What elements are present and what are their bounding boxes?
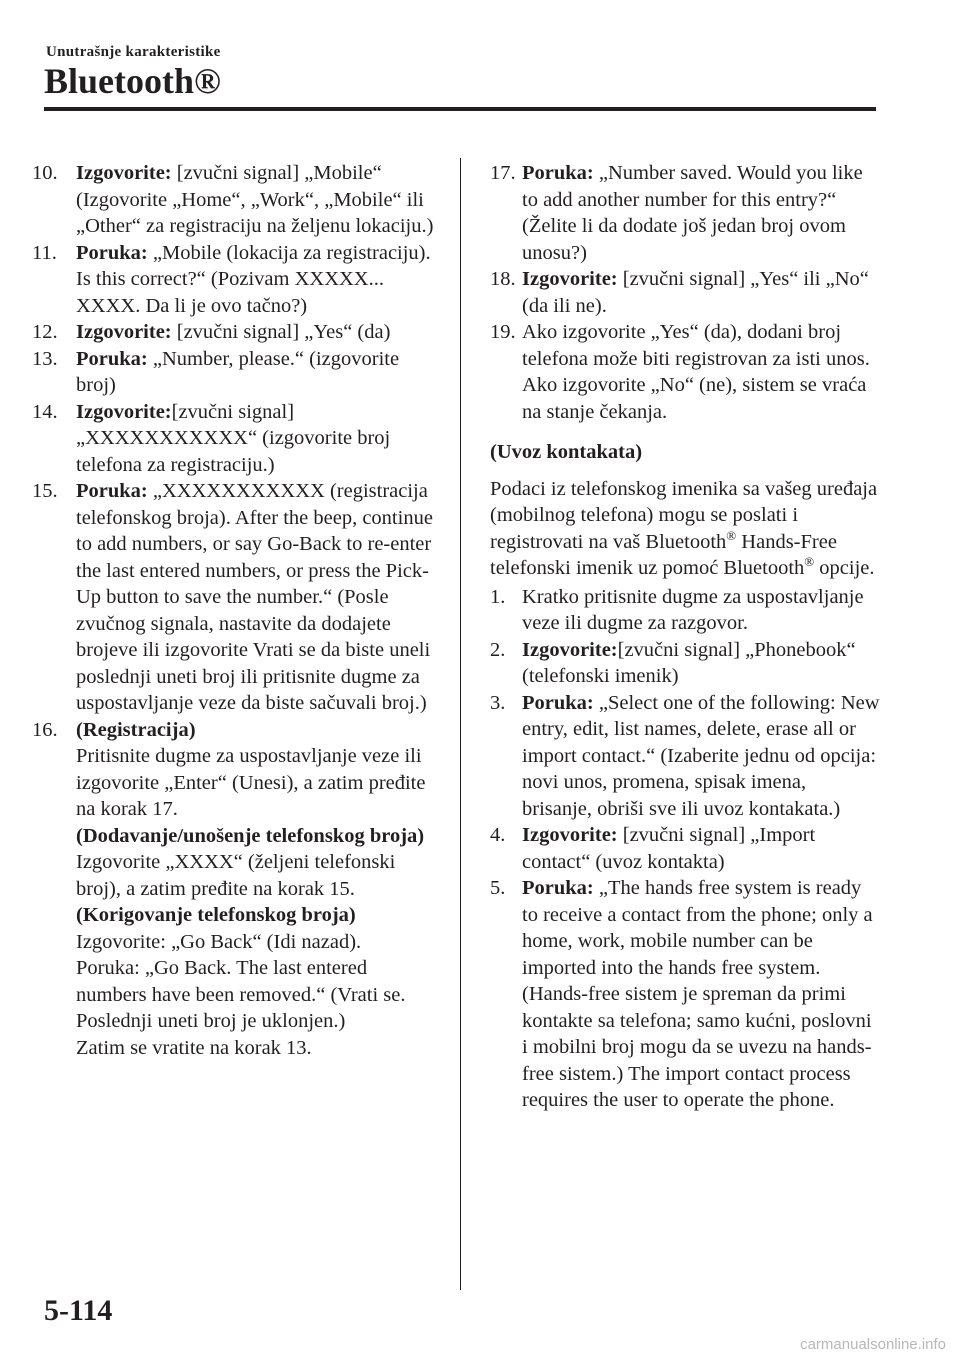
step-text: „Number, please.“ (izgovorite broj) [76,347,400,396]
page-number: 5-114 [44,1294,113,1327]
title-rule [44,107,876,111]
step-number: 13. [32,347,58,370]
step-number: 2. [490,638,506,661]
right-column [490,160,880,1114]
watermark: carmanualsonline.info [800,1336,946,1353]
substep-label: (Dodavanje/unošenje telefonskog broja) [76,824,425,847]
column-divider [460,158,461,1290]
step-number: 11. [32,241,57,264]
substep-text: Izgovorite: „Go Back“ (Idi nazad). [76,930,362,953]
step-text: [zvučni signal] „XXXXXXXXXXX“ (izgovorite broj telefona za registraciju.) [76,400,391,476]
step-text: Ako izgovorite „No“ (ne), sistem se vraća na stanje čekanja. [522,374,867,423]
step-label: Izgovorite: [76,400,172,423]
import-step-5 [490,875,880,1114]
import-step-2 [490,637,880,690]
page-title: Bluetooth® [44,61,221,101]
intro-text: opcije. [814,557,875,579]
step-text: „Mobile (lokacija za registraciju). Is this correct?“ (Pozivam XXXXX... XXXX. Da li je ovo tačno?) [76,241,431,317]
step-14 [32,399,436,479]
step-number: 17. [490,162,516,184]
step-text: „The hands free system is ready to receive a contact from the phone; only a home, work, mobile number can be imported into the hands free system. (Hands-free sistem je spreman da primi kontakte sa telefona; samo kućni, poslovni i mobilni broj mogu da se uvezu na hands-free sistem.) The import contact process requires the user to operate the phone. [522,877,873,1111]
registered-mark: ® [804,554,815,570]
step-number: 3. [490,691,506,714]
substep-text: Poruka: „Go Back. The last entered numbers have been removed.“ (Vrati se. Poslednji uneti broj je uklonjen.) [76,957,406,1032]
step-19 [490,319,880,425]
step-11 [32,240,436,320]
registered-mark: ® [726,527,737,543]
import-contacts-heading: (Uvoz kontakata) [490,441,643,463]
step-label: Poruka: [76,347,148,370]
step-16 [32,717,436,1062]
substep-text: Izgovorite „XXXX“ (željeni telefonski broj), a zatim pređite na korak 15. [76,851,396,900]
step-label: Poruka: [522,162,594,184]
step-label: Poruka: [76,480,148,502]
step-label: Poruka: [522,691,594,714]
step-number: 15. [32,480,58,502]
step-label: (Registracija) [76,718,196,741]
step-text: „XXXXXXXXXXX (registracija telefonskog broja). After the beep, continue to add numbers, or say Go-Back to re-enter the last entered numbers, or press the Pick-Up button to save the number.“ (Posle zvučnog signala, nastavite da dodajete brojeve ili izgovorite Vrati se da biste uneli poslednji uneti broj ili pritisnite dugme za uspostavljanje veze da biste sačuvali broj.) [76,480,433,714]
step-number: 4. [490,824,506,846]
import-step-4 [490,822,880,875]
step-number: 16. [32,718,58,741]
step-text: Kratko pritisnite dugme za uspostavljanje veze ili dugme za razgovor. [522,585,864,634]
step-text: „Select one of the following: New entry, edit, list names, delete, erase all or import contact.“ (Izaberite jednu od opcija: novi unos, promena, spisak imena, brisanje, obriši sve ili uvoz kontakata.) [522,691,880,820]
section-label: Unutrašnje karakteristike [46,44,221,60]
step-number: 10. [32,162,58,184]
step-text: [zvučni signal] „Phonebook“ (telefonski imenik) [522,638,856,687]
import-intro [490,476,880,582]
left-column [32,160,436,1061]
step-label: Poruka: [76,241,148,264]
step-label: Izgovorite: [76,321,172,343]
step-text: [zvučni signal] „Yes“ (da) [171,321,391,343]
step-text: Pritisnite dugme za uspostavljanje veze ili izgovorite „Enter“ (Unesi), a zatim pređite na korak 17. [76,745,426,820]
import-step-3 [490,690,880,823]
step-label: Izgovorite: [522,824,618,846]
step-label: Izgovorite: [522,268,618,290]
step-text: [zvučni signal] „Import contact“ (uvoz kontakta) [522,824,816,873]
substep-text: Zatim se vratite na korak 13. [76,1036,312,1059]
step-15 [32,478,436,717]
step-13 [32,346,436,399]
step-text: [zvučni signal] „Yes“ ili „No“ (da ili ne). [522,268,869,317]
step-text: „Number saved. Would you like to add another number for this entry?“ (Želite li da dodate još jedan broj ovom unosu?) [522,162,863,264]
step-number: 5. [490,877,506,899]
step-label: Izgovorite: [522,638,618,661]
step-label: Izgovorite: [76,162,172,184]
step-number: 19. [490,321,516,343]
step-number: 12. [32,321,58,343]
step-number: 18. [490,268,516,290]
substep-label: (Korigovanje telefonskog broja) [76,904,356,926]
step-18 [490,266,880,319]
step-12 [32,319,436,346]
intro-text: Podaci iz telefonskog imenika sa vašeg uređaja (mobilnog telefona) mogu se poslati i registrovati na vaš Bluetooth [490,477,878,553]
step-text: Ako izgovorite „Yes“ (da), dodani broj telefona može biti registrovan za isti unos. [522,321,870,370]
step-17 [490,160,880,266]
step-10 [32,160,436,240]
import-step-1 [490,584,880,637]
step-number: 1. [490,585,506,608]
step-label: Poruka: [522,877,594,899]
step-number: 14. [32,400,58,423]
intro-text: Hands-Free telefonski imenik uz pomoć Bluetooth [490,530,837,579]
step-text: [zvučni signal] „Mobile“ (Izgovorite „Home“, „Work“, „Mobile“ ili „Other“ za registraciju na željenu lokaciju.) [76,162,434,237]
